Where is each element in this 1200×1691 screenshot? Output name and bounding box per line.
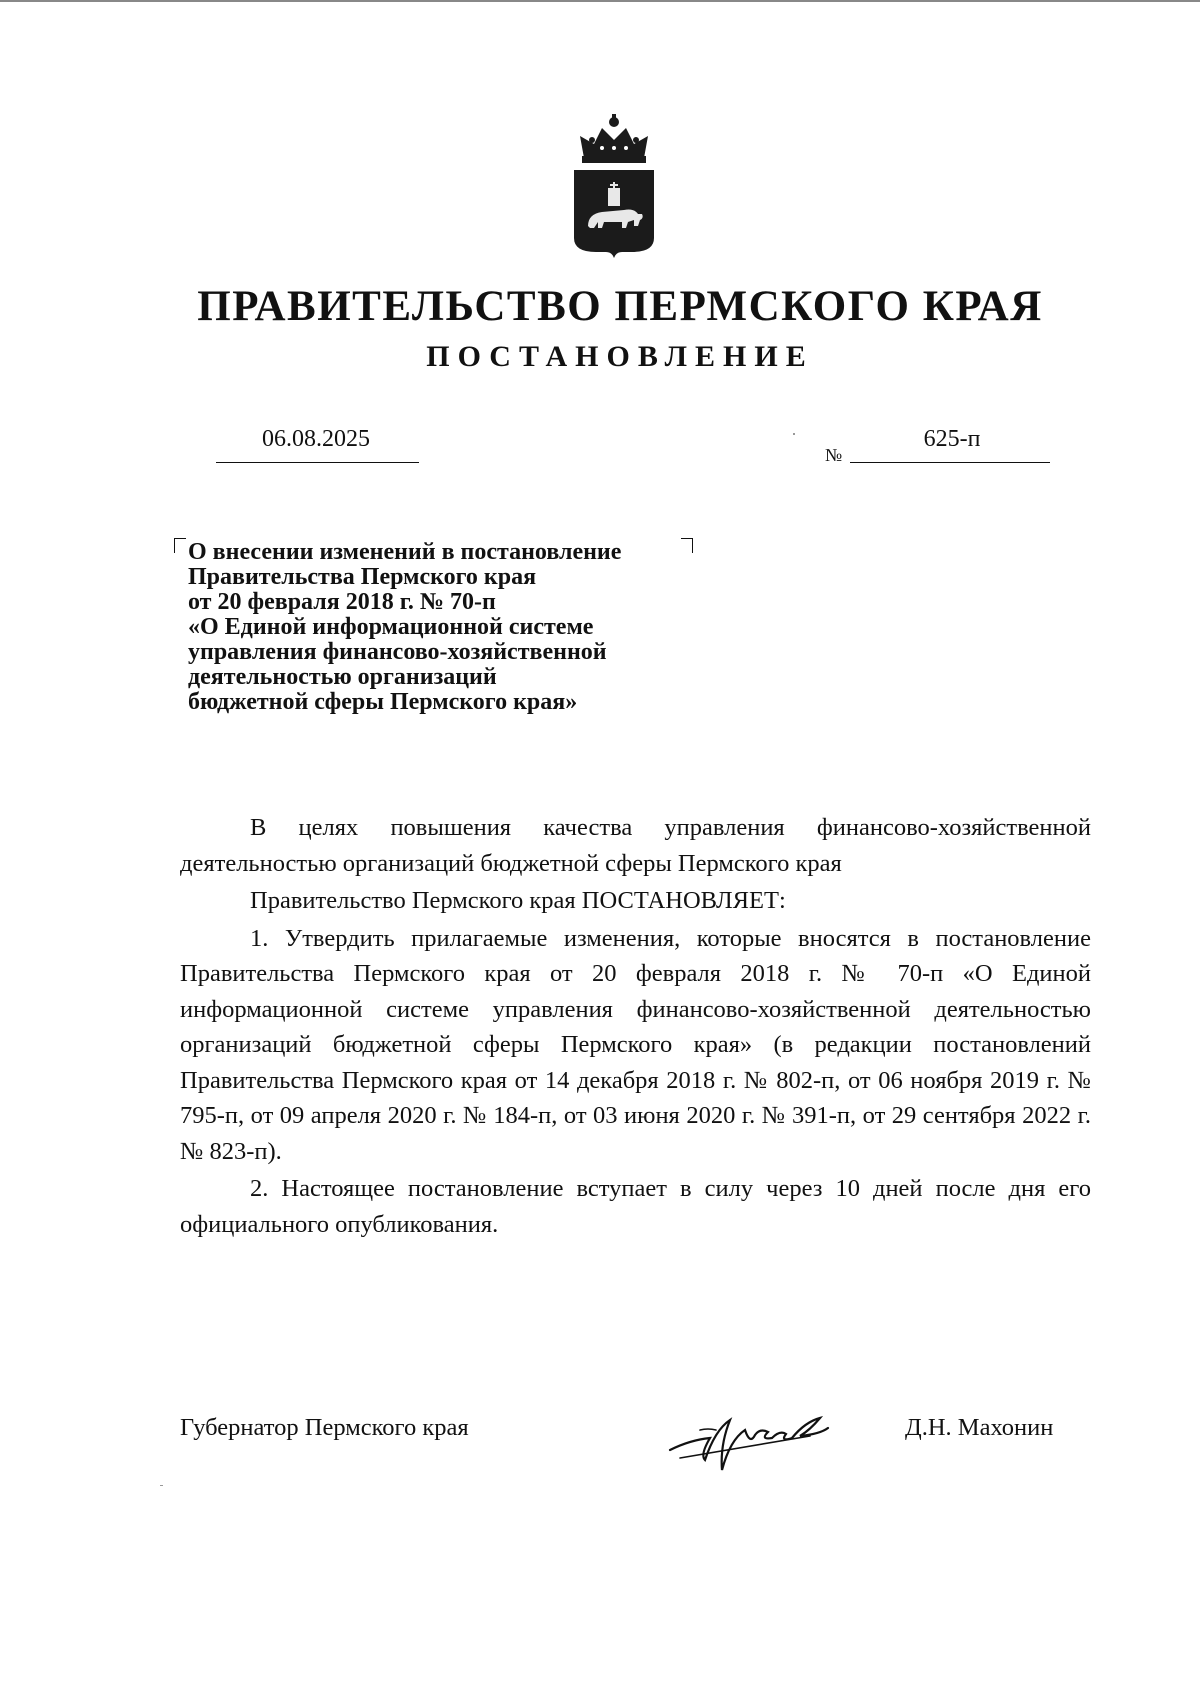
signer-title: Губернатор Пермского края — [180, 1414, 469, 1441]
document-date: 06.08.2025 — [262, 426, 370, 452]
body-paragraph: В целях повышения качества управления финансово-хозяйственной деятельностью организаций бюджетной сферы Пермского края — [180, 814, 1091, 877]
handwritten-signature-icon — [660, 1400, 840, 1480]
body-paragraph: 1. Утвердить прилагаемые изменения, которые вносятся в постановление Правительства Пермского края от 20 февраля 2018 г. № 70-п «О Единой информационной системе управления финансово-хозяйственной деятельностью организаций бюджетной сферы Пермского края» (в редакции постановлений Правительства Пермского края от 14 декабря 2018 г. № 802-п, от 06 ноября 2019 г. № 795-п, от 09 апреля 2020 г. № 184-п, от 03 июня 2020 г. № 391-п, от 29 сентября 2022 г. № 823-п). — [180, 924, 1091, 1165]
scan-speck — [160, 1485, 163, 1486]
subject-line: от 20 февраля 2018 г. № 70-п — [188, 589, 496, 615]
subject-line: «О Единой информационной системе — [188, 614, 594, 640]
coat-of-arms-icon — [568, 110, 660, 260]
scan-top-edge — [0, 0, 1200, 2]
organization-title: ПРАВИТЕЛЬСТВО ПЕРМСКОГО КРАЯ — [197, 283, 1043, 330]
document-body — [180, 810, 1091, 1244]
document-number: 625-п — [923, 426, 981, 452]
number-sign: № — [825, 445, 843, 465]
signer-name: Д.Н. Махонин — [905, 1414, 1054, 1441]
date-underline — [216, 462, 419, 463]
body-paragraph: Правительство Пермского края ПОСТАНОВЛЯЕТ: — [250, 887, 786, 914]
subject-line: О внесении изменений в постановление — [188, 539, 622, 565]
document-type: ПОСТАНОВЛЕНИЕ — [426, 340, 814, 373]
number-underline — [850, 462, 1050, 463]
subject-line: деятельностью организаций — [188, 664, 497, 690]
scan-speck — [793, 433, 795, 435]
subject-corner-left — [174, 538, 186, 553]
subject-line: бюджетной сферы Пермского края» — [188, 689, 578, 715]
document-subject — [188, 540, 708, 715]
subject-line: Правительства Пермского края — [188, 564, 537, 590]
subject-line: управления финансово-хозяйственной — [188, 639, 607, 665]
body-paragraph: 2. Настоящее постановление вступает в силу через 10 дней после дня его официального опубликования. — [180, 1175, 1091, 1238]
